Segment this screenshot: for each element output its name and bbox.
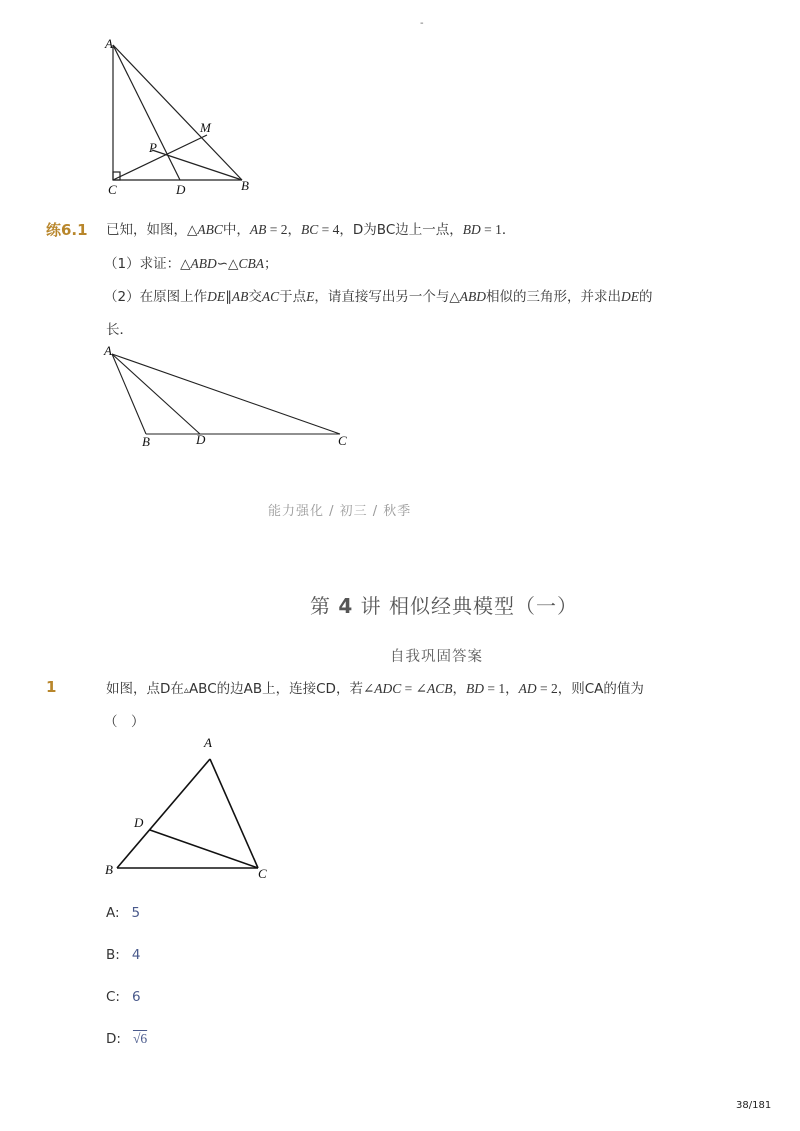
page-number: 38/181 [736,1100,772,1111]
exercise-question-2: （2）在原图上作DE∥AB交AC于点E，请直接写出另一个与△ABD相似的三角形，并求出DE的 [104,289,653,305]
option-b[interactable]: B: 4 [106,947,141,963]
option-a[interactable]: A: 5 [106,905,141,921]
label-p: P [149,140,157,155]
figure-1-triangle-pmd [100,35,260,200]
label-d: D [196,432,206,447]
segment-dc [150,830,258,868]
label-a: A [204,735,212,750]
segment-ad [112,354,200,434]
label-a: A [104,343,112,358]
exercise-question-2-line-2: 长． [106,322,133,338]
segment-ad [113,45,180,180]
question-number: 1 [46,678,57,696]
option-d[interactable]: D: √6 [106,1031,148,1047]
label-a: A [105,36,113,51]
section-title: 自我巩固答案 [390,649,483,665]
segment-pb [152,150,242,180]
question-text: 如图，点D在▵ABC的边AB上，连接CD，若∠ADC = ∠ACB，BD = 1，AD = 2，则CA的值为 [106,681,644,697]
answer-blank: （ ） [104,714,145,730]
figure-3-triangle-abc [100,730,280,890]
option-c[interactable]: C: 6 [106,989,141,1005]
page-footer: 能力强化 / 初三 / 秋季 [268,504,412,519]
header-mark: - [420,18,424,29]
label-b: B [142,434,150,449]
label-c: C [108,182,117,197]
figure-2-triangle-abc [100,340,360,455]
label-c: C [338,433,347,448]
label-c: C [258,866,267,881]
exercise-question-1: （1）求证：△ABD∽△CBA； [104,256,278,272]
label-m: M [200,120,211,135]
segment-ab [117,759,210,868]
exercise-intro: 已知，如图，△ABC中，AB = 2，BC = 4，D为BC边上一点，BD = 1． [106,222,516,238]
label-d: D [134,815,144,830]
lesson-title: 第 4 讲 相似经典模型（一） [310,594,578,618]
label-b: B [241,178,249,193]
segment-ab [112,354,146,434]
segment-ac [210,759,258,868]
segment-ac [112,354,340,434]
exercise-number: 练6.1 [46,221,88,239]
label-d: D [176,182,186,197]
segment-ab [113,45,242,180]
segment-cm [113,135,207,180]
label-b: B [105,862,113,877]
